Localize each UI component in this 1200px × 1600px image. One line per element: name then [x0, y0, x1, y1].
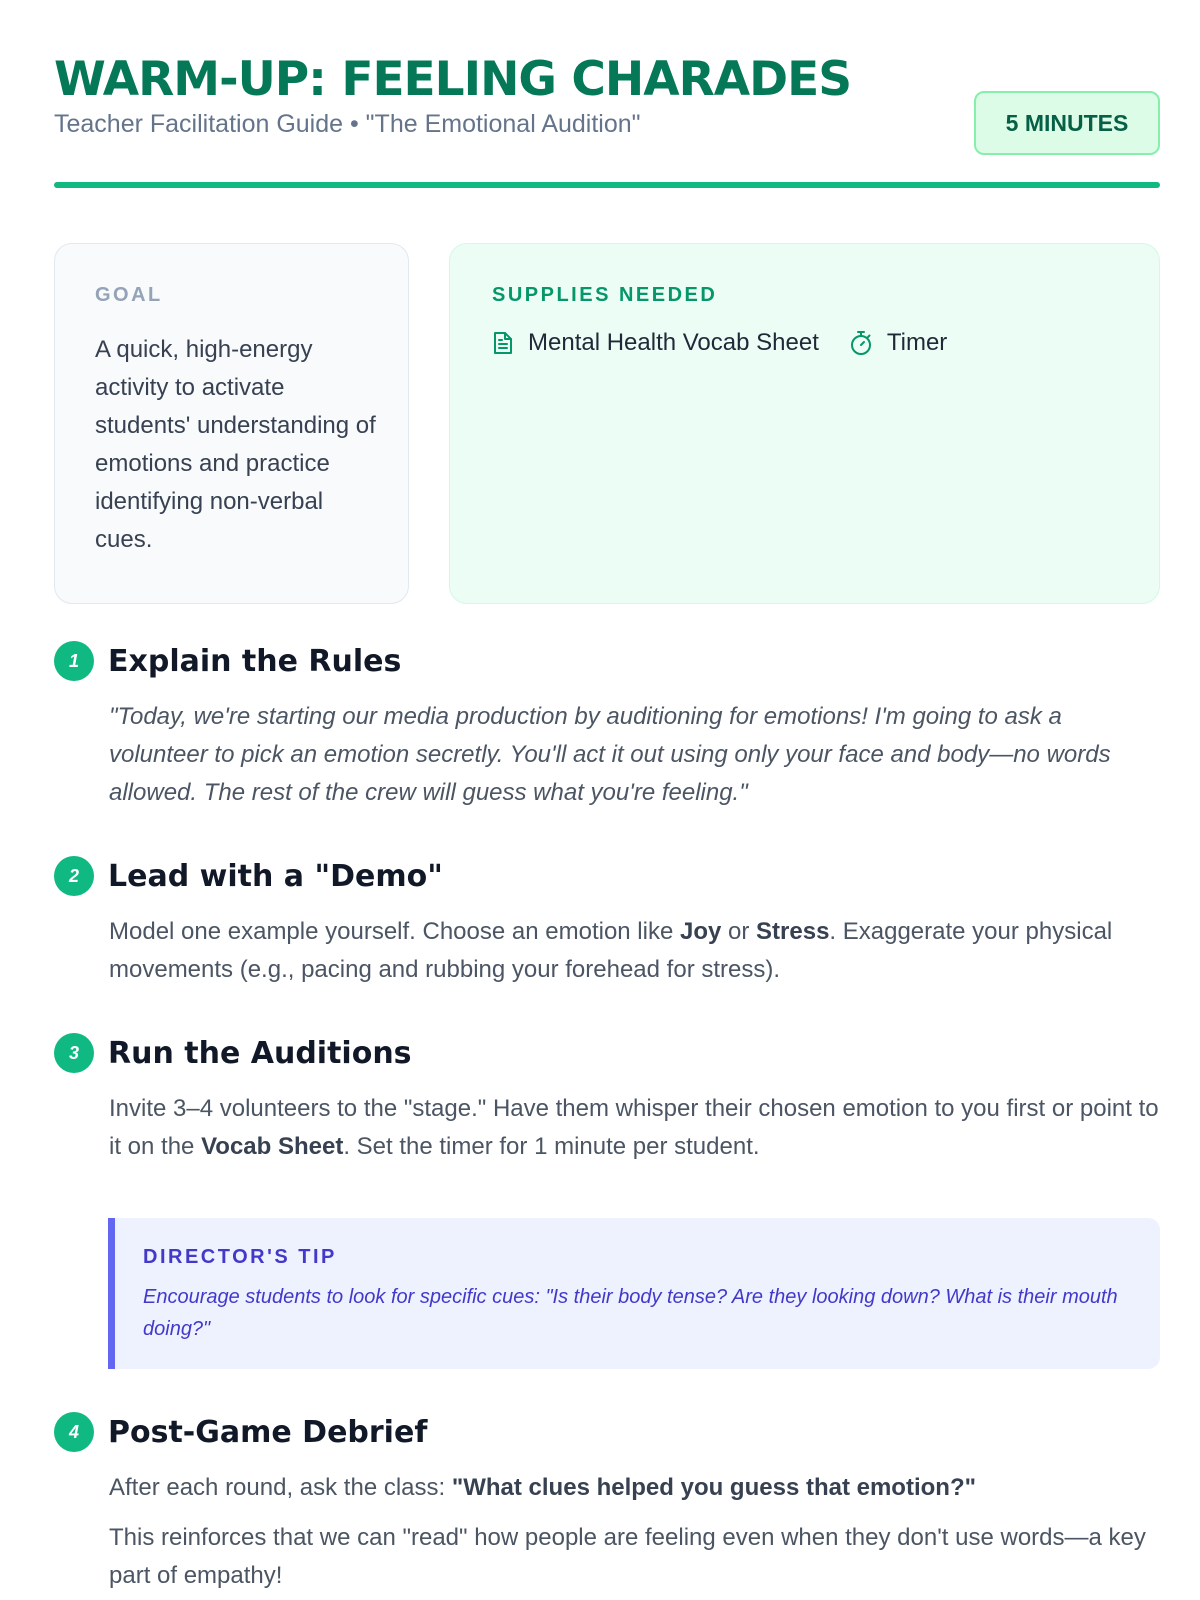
- step-body: [109, 1090, 1160, 1166]
- step-title: Post-Game Debrief: [108, 1414, 428, 1450]
- supply-label: Timer: [886, 329, 948, 356]
- step-title: Explain the Rules: [108, 643, 402, 679]
- stopwatch-icon: [849, 330, 873, 356]
- step-text: Invite 3–4 volunteers to the "stage." Have them whisper their chosen emotion to you first or point to it on the: [109, 1095, 1159, 1160]
- supply-label: Mental Health Vocab Sheet: [528, 329, 819, 356]
- step-body: [109, 913, 1160, 989]
- step-title: Run the Auditions: [108, 1035, 412, 1071]
- supplies-list: [492, 329, 1129, 357]
- step-number: 3: [54, 1033, 94, 1073]
- goal-card: [54, 243, 409, 604]
- supply-item-vocab-sheet: [492, 329, 819, 357]
- step-text: Model one example yourself. Choose an emotion like: [109, 918, 680, 945]
- goal-text: A quick, high-energy activity to activate students' understanding of emotions and practice identifying non-verbal cues.: [95, 336, 376, 553]
- debrief-question: [109, 1469, 1160, 1507]
- step-number: 2: [54, 856, 94, 896]
- step-number: 1: [54, 641, 94, 681]
- tip-label: DIRECTOR'S TIP: [143, 1246, 337, 1268]
- goal-label: GOAL: [95, 284, 163, 306]
- emphasis-stress: Stress: [756, 918, 830, 945]
- step-text: or: [721, 918, 757, 945]
- step-body: "Today, we're starting our media production by auditioning for emotions! I'm going to ask a volunteer to pick an emotion secretly. You'll act it out using only your face and body—no words allowed. The rest of the crew will guess what you're feeling.": [109, 703, 1111, 806]
- step-text: . Exaggerate your physical movements (e.g., pacing and rubbing your forehead for stress).: [109, 918, 1113, 983]
- page-header: [54, 52, 1160, 139]
- emphasis-question: "What clues helped you guess that emotion?": [451, 1474, 976, 1501]
- directors-tip: [108, 1218, 1160, 1369]
- supply-item-timer: [849, 329, 947, 357]
- page-title: WARM-UP: FEELING CHARADES: [54, 52, 852, 107]
- duration-badge: 5 MINUTES: [974, 91, 1160, 155]
- step-text: . Set the timer for 1 minute per student.: [343, 1133, 760, 1160]
- tip-text: Encourage students to look for specific cues: "Is their body tense? Are they looking down? What is their mouth doing?": [143, 1286, 1118, 1340]
- step-3: [54, 1030, 1160, 1166]
- supplies-label: SUPPLIES NEEDED: [492, 284, 718, 306]
- step-2: [54, 853, 1160, 989]
- supplies-card: [449, 243, 1160, 604]
- emphasis-vocab-sheet: Vocab Sheet: [201, 1133, 344, 1160]
- step-1: [54, 638, 1160, 812]
- document-icon: [492, 331, 514, 355]
- emphasis-joy: Joy: [679, 918, 722, 945]
- debrief-explanation: This reinforces that we can "read" how people are feeling even when they don't use words—a key part of empathy!: [109, 1524, 1146, 1589]
- step-number: 4: [54, 1412, 94, 1452]
- header-divider: [54, 182, 1160, 188]
- step-4: [54, 1409, 1160, 1595]
- page-subtitle: Teacher Facilitation Guide • "The Emotional Audition": [54, 110, 641, 139]
- step-body: [109, 1469, 1160, 1595]
- step-text: After each round, ask the class:: [109, 1474, 452, 1501]
- step-title: Lead with a "Demo": [108, 858, 443, 894]
